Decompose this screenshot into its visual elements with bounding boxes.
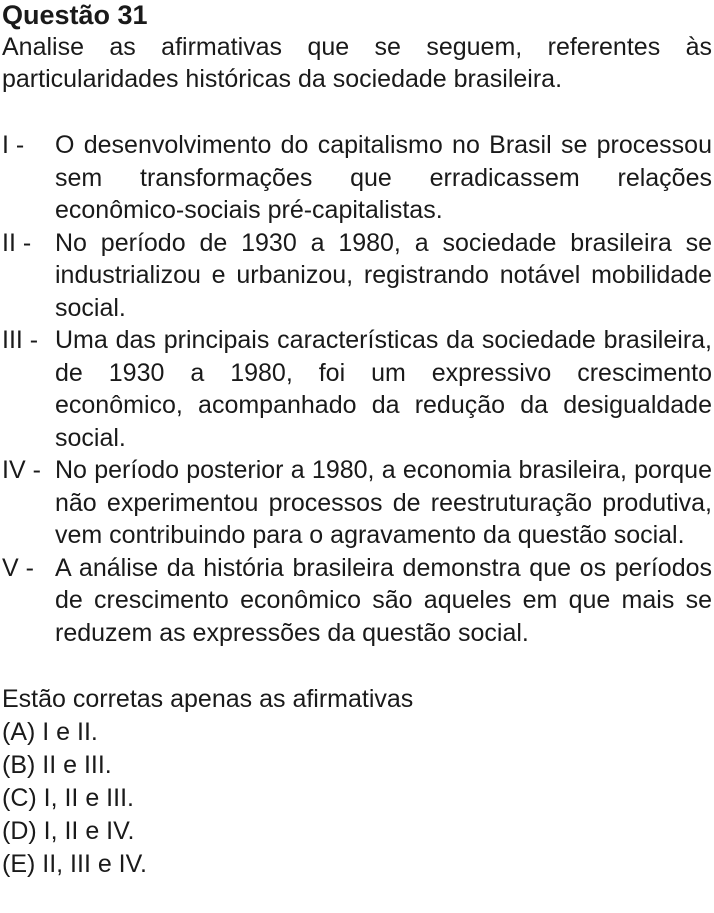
statement-ii xyxy=(2,227,712,325)
question-block xyxy=(2,0,712,881)
statement-text: Uma das principais características da sociedade brasileira, de 1930 a 1980, foi um expressivo crescimento econômico, acompanhado da redução da desigualdade social. xyxy=(55,326,712,452)
statement-v xyxy=(2,552,712,650)
answer-prompt: Estão corretas apenas as afirmativas xyxy=(2,685,414,713)
statement-list xyxy=(2,129,712,649)
statement-iii xyxy=(2,324,712,454)
statement-text: A análise da história brasileira demonstra que os períodos de crescimento econômico são aqueles em que mais se reduzem as expressões da questão social. xyxy=(55,553,712,647)
statement-number: V - xyxy=(2,553,34,582)
statement-number: I - xyxy=(2,131,25,159)
statement-text: O desenvolvimento do capitalismo no Brasil se processou sem transformações que erradicassem relações econômico-sociais pré-capitalistas. xyxy=(55,131,712,224)
statement-number: III - xyxy=(2,326,39,354)
statement-i xyxy=(2,129,712,227)
option-d[interactable]: (D) I, II e IV. xyxy=(2,817,135,845)
statement-text: No período posterior a 1980, a economia brasileira, porque não experimentou processos de reestruturação produtiva, vem contribuindo para o agravamento da questão social. xyxy=(55,456,712,549)
answer-options xyxy=(2,716,712,881)
option-a[interactable]: (A) I e II. xyxy=(2,718,98,746)
question-intro: Analise as afirmativas que se seguem, referentes às particularidades históricas da sociedade brasileira. xyxy=(2,33,712,93)
option-e[interactable]: (E) II, III e IV. xyxy=(2,850,147,878)
statement-number: II - xyxy=(2,228,32,257)
option-c[interactable]: (C) I, II e III. xyxy=(2,784,134,812)
statement-number: IV - xyxy=(2,456,41,484)
question-title: Questão 31 xyxy=(2,0,148,30)
option-b[interactable]: (B) II e III. xyxy=(2,751,112,779)
statement-text: No período de 1930 a 1980, a sociedade brasileira se industrializou e urbanizou, registrando notável mobilidade social. xyxy=(55,228,712,322)
statement-iv xyxy=(2,454,712,552)
